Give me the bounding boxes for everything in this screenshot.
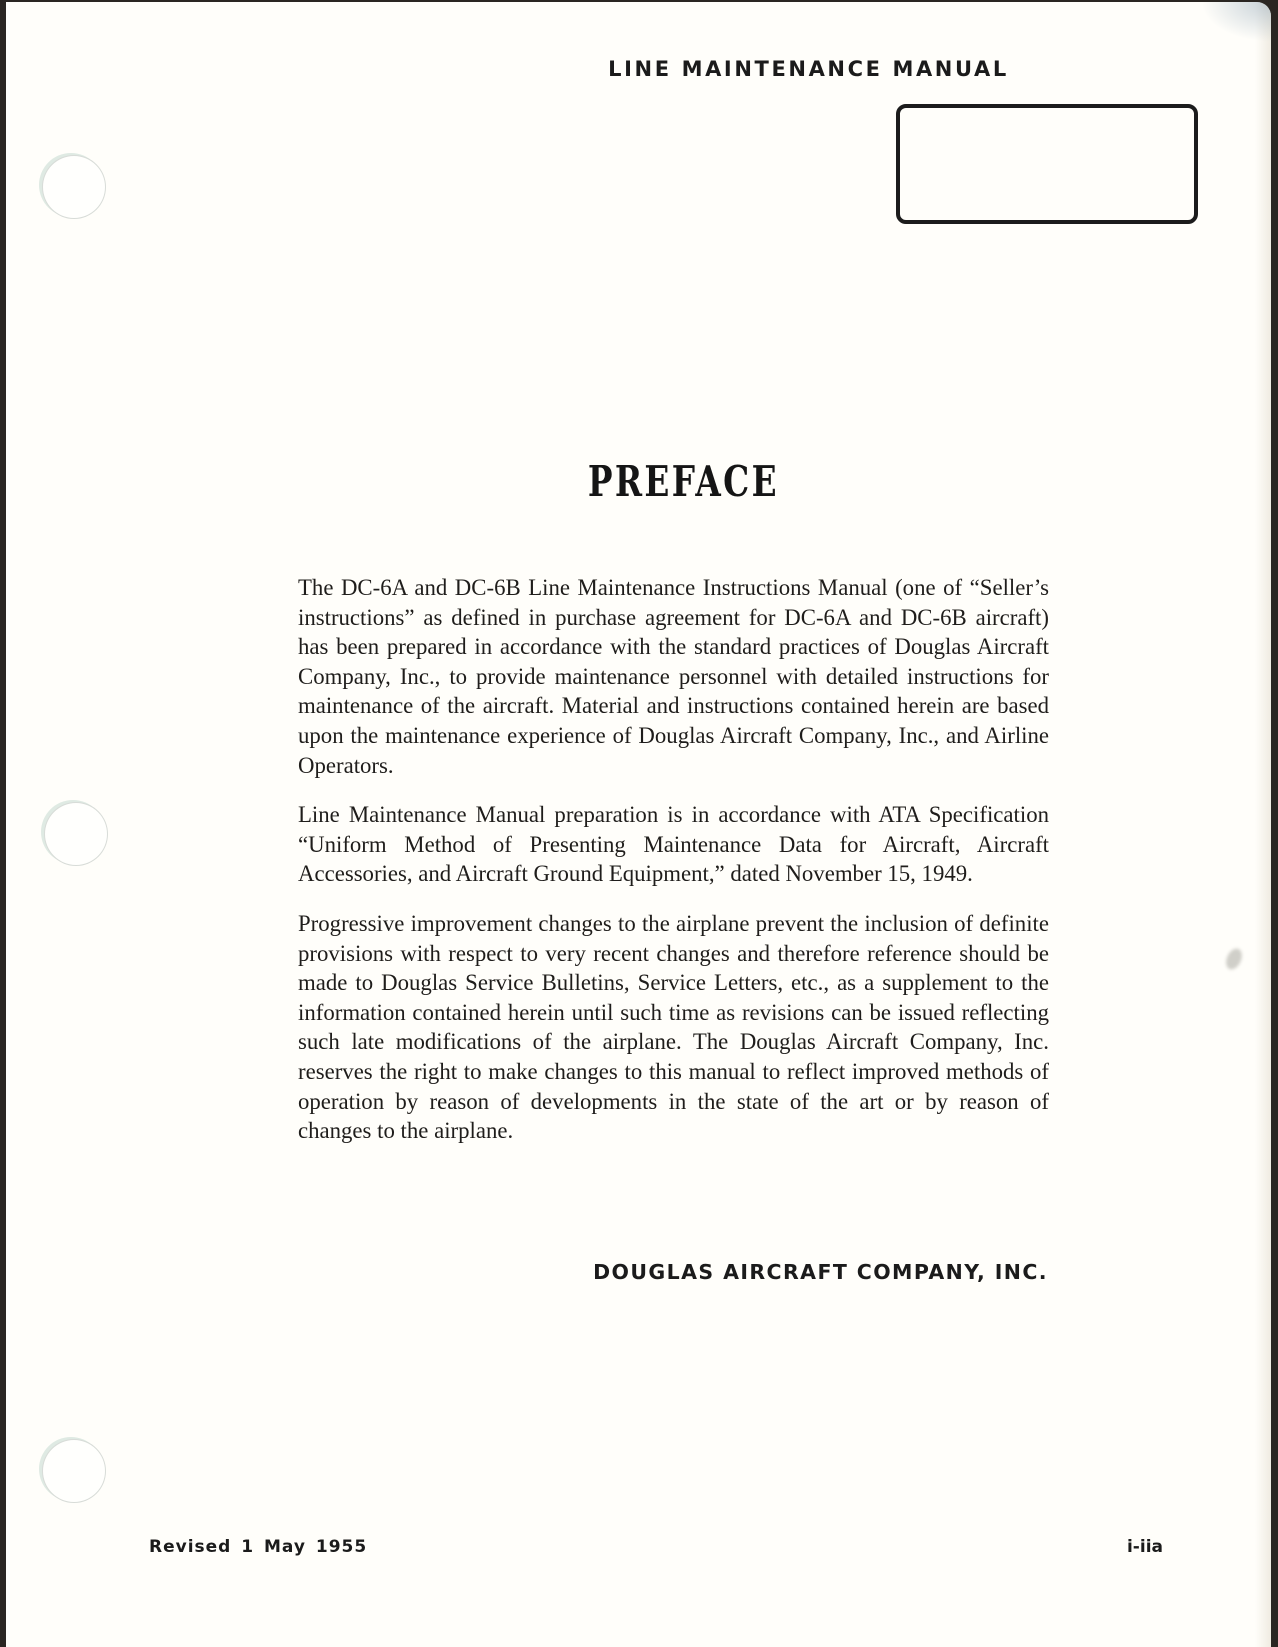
page-smudge — [1223, 946, 1245, 972]
paragraph-2: Line Maintenance Manual preparation is in accordance with ATA Specification “Uniform Method of Presenting Maintenance Data for Aircraft, Aircraft Accessories, and Aircraft Ground Equipment,” dated November 15, 1949. — [298, 802, 1049, 887]
page-number: i-iia — [1126, 1537, 1163, 1557]
running-head: LINE MAINTENANCE MANUAL — [608, 57, 1009, 81]
document-page — [6, 2, 1271, 1647]
paragraph-1: The DC-6A and DC-6B Line Maintenance Instructions Manual (one of “Seller’s instructions” as defined in purchase agreement for DC-6A and DC-6B aircraft) has been prepared in accordance with the standard practices of Douglas Aircraft Company, Inc., to provide maintenance personnel with detailed instructions for maintenance of the aircraft. Material and instructions contained herein are based upon the maintenance experience of Douglas Aircraft Company, Inc., and Airline Operators. — [298, 575, 1049, 778]
page-edge-shadow — [1255, 2, 1271, 1647]
punch-hole-top — [42, 155, 106, 219]
paragraph-3: Progressive improvement changes to the airplane prevent the inclusion of definite provisions with respect to very recent changes and therefore reference should be made to Douglas Service Bulletins, Service Letters, etc., as a supplement to the information contained herein until such time as revisions can be issued reflecting such late modifications of the airplane. The Douglas Aircraft Company, Inc. reserves the right to make changes to this manual to reflect improved methods of operation by reason of developments in the state of the art or by reason of changes to the airplane. — [298, 910, 1049, 1144]
revision-box — [896, 104, 1198, 224]
page-title: PREFACE — [587, 457, 779, 506]
revision-date: Revised 1 May 1955 — [149, 1537, 368, 1557]
punch-hole-bottom — [42, 1439, 106, 1503]
company-signature: DOUGLAS AIRCRAFT COMPANY, INC. — [593, 1260, 1048, 1284]
corner-stain — [1201, 2, 1271, 42]
preface-body — [298, 573, 1049, 1166]
punch-hole-middle — [44, 802, 108, 866]
